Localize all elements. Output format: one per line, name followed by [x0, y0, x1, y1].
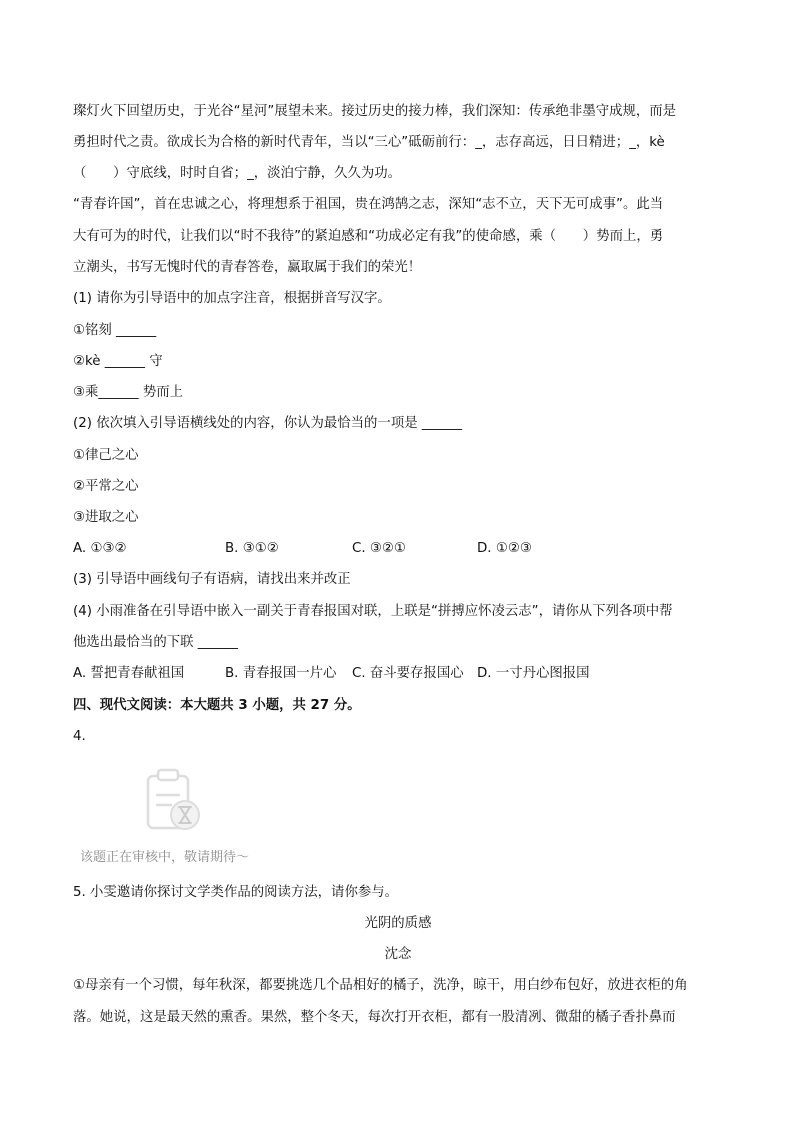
article-author: 沈念: [384, 947, 412, 962]
q2-stem: (2) 依次填入引导语横线处的内容，你认为最恰当的一项是 ______: [73, 416, 463, 431]
clipboard-hourglass-icon: [141, 765, 211, 837]
question-4-number: 4.: [73, 729, 86, 744]
q1-item-1: ①铭刻 ______: [73, 323, 157, 338]
section-4-title: 四、现代文阅读：本大题共 3 小题，共 27 分。: [73, 698, 361, 713]
q1-item-3: ③乘______ 势而上: [73, 385, 183, 400]
intro-line-5: 大有可为的时代，让我们以“时不我待”的紧迫感和“功成必定有我”的使命感，乘（ ）势而上，勇: [73, 229, 664, 244]
pending-review-notice: 该题正在审核中，敬请期待～: [80, 850, 250, 865]
article-paragraph-1-line-2: 落。她说，这是最天然的熏香。果然，整个冬天，每次打开衣柜，都有一股清冽、微甜的橘子香扑鼻而: [73, 1010, 676, 1025]
q2-option-d: D. ①②③: [477, 541, 532, 556]
article-title: 光阴的质感: [364, 916, 432, 931]
q1-stem: (1) 请你为引导语中的加点字注音，根据拼音写汉字。: [73, 291, 391, 306]
q4-stem-line-2: 他选出最恰当的下联 ______: [73, 635, 238, 650]
intro-line-2: 勇担时代之责。欲成长为合格的新时代青年，当以“三心”砥砺前行：_，志存高远，日日精进；_，kè: [73, 135, 665, 150]
q2-option-c: C. ③②①: [352, 541, 406, 556]
q2-item-1: ①律己之心: [73, 448, 139, 463]
q2-item-3: ③进取之心: [73, 510, 139, 525]
intro-line-1: 璨灯火下回望历史，于光谷“星河”展望未来。接过历史的接力棒，我们深知：传承绝非墨守成规，而是: [73, 104, 677, 119]
q4-option-b: B. 青春报国一片心: [225, 666, 337, 681]
q3-stem: (3) 引导语中画线句子有语病，请找出来并改正: [73, 572, 351, 587]
q4-option-d: D. 一寸丹心图报国: [477, 666, 590, 681]
article-paragraph-1-line-1: ①母亲有一个习惯，每年秋深，都要挑选几个品相好的橘子，洗净，晾干，用白纱布包好，放进衣柜的角: [73, 978, 688, 993]
intro-line-3: （ ）守底线，时时自省；_，淡泊宁静，久久为功。: [73, 166, 402, 181]
intro-line-4: “青春许国”，首在忠诚之心，将理想系于祖国，贵在鸿鹄之志，深知“志不立，天下无可成事”。此当: [73, 197, 664, 212]
q2-option-a: A. ①③②: [73, 541, 127, 556]
q4-stem-line-1: (4) 小雨准备在引导语中嵌入一副关于青春报国对联，上联是“拼搏应怀凌云志”，请你从下列各项中帮: [73, 604, 673, 619]
q2-item-2: ②平常之心: [73, 479, 139, 494]
q2-option-b: B. ③①②: [225, 541, 279, 556]
q4-option-c: C. 奋斗要存报国心: [352, 666, 464, 681]
question-5-stem: 5. 小雯邀请你探讨文学类作品的阅读方法，请你参与。: [73, 885, 399, 900]
q4-option-a: A. 誓把青春献祖国: [73, 666, 185, 681]
intro-line-6: 立潮头，书写无愧时代的青春答卷，赢取属于我们的荣光！: [73, 260, 422, 275]
q1-item-2: ②kè ______ 守: [73, 354, 163, 369]
